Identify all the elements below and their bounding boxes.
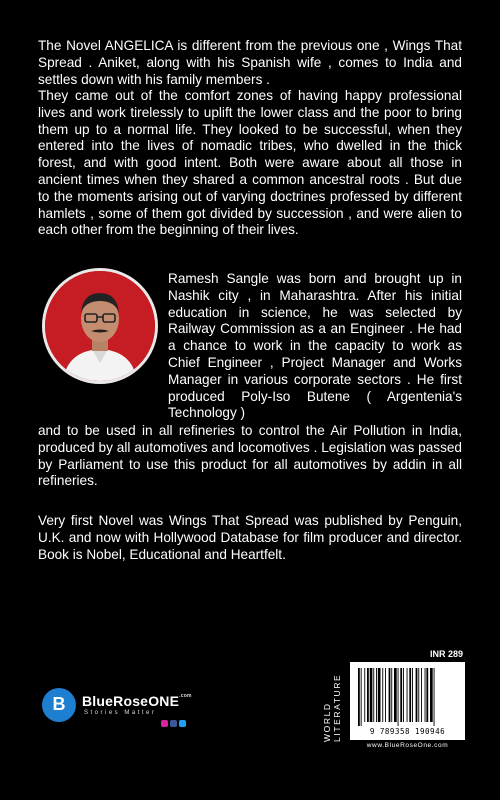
barcode-bar <box>394 668 397 722</box>
barcode-bar <box>425 668 426 722</box>
category-label: WORLD LITERATURE <box>322 673 342 742</box>
barcode-bar <box>373 668 374 722</box>
publisher-logo-icon <box>42 688 76 722</box>
description-paragraph-2: They came out of the comfort zones of having happy professional lives and work tirelessly to uplift the lower class and the poor to bring them up to a normal life. They looked to be successful, when they entered into the lives of nomadic tribes, who dwelled in the thick forest, and with good intent. Both were aware about all those in ancient times when they shared a common ancestral roots . But due to the moments arising out of varying doctrines professed by different hamlets , some of them got divided by succession , and were alien to each other from the beginning of their lives. <box>38 88 462 238</box>
barcode-bar <box>367 668 369 722</box>
barcode-bar <box>434 668 435 726</box>
barcode-bar <box>416 668 418 722</box>
publisher-name <box>82 693 192 709</box>
barcode-bar <box>407 668 408 722</box>
publisher-name-suffix: ONE <box>148 693 180 709</box>
isbn-digits: 9 789358 190946 <box>369 727 446 736</box>
barcode-bar <box>370 668 373 722</box>
price-label: INR 289 <box>430 649 464 659</box>
closing-paragraph: Very first Novel was Wings That Spread was published by Penguin, U.K. and now with Hollywood Database for film producer and director. Book is Nobel, Educational and Heartfelt. <box>38 513 462 562</box>
author-photo <box>42 268 158 384</box>
publisher-website: www.BlueRoseOne.com <box>366 742 449 749</box>
barcode-bar <box>389 668 391 722</box>
barcode-bar <box>378 668 381 722</box>
barcode-bar <box>385 668 386 722</box>
barcode-bar <box>426 668 428 722</box>
instagram-icon <box>161 720 168 727</box>
barcode-bar <box>398 668 399 726</box>
barcode-bar <box>358 668 360 726</box>
barcode-bar <box>418 668 419 722</box>
publisher-name-dotcom: .com <box>179 693 192 699</box>
author-bio-part-1: Ramesh Sangle was born and brought up in Nashik city , in Maharashtra. After his initial education in science, he was selected by Railway Commission as a an Engineer . He had a chance to work in the capacity to work as Chief Engineer , Project Manager and Works Manager in various corporate sectors . He first produced Poly-Iso Butene ( Argentenia's Technology ) <box>168 271 462 421</box>
author-bio-part-2: and to be used in all refineries to control the Air Pollution in India, produced by all automotives and locomotives . Legislation was passed by Parliament to use this product for all automotives by addin in all refineries. <box>38 423 462 489</box>
barcode-bar <box>382 668 383 722</box>
description-paragraph-1: The Novel ANGELICA is different from the previous one , Wings That Spread . Aniket, along with his Spanish wife , comes to India and settles down with his family members . <box>38 38 462 87</box>
barcode-bar <box>430 668 433 722</box>
barcode-bar <box>412 668 413 722</box>
barcode-bar <box>421 668 422 722</box>
publisher-name-main: BlueRose <box>82 693 149 709</box>
barcode-bar <box>364 668 365 722</box>
barcode-bar <box>409 668 411 722</box>
social-icons <box>161 720 186 727</box>
barcode-bar <box>391 668 392 722</box>
twitter-icon <box>179 720 186 727</box>
barcode-bar <box>403 668 404 722</box>
barcode-bar <box>376 668 377 722</box>
publisher-tagline: Stories Matter <box>84 710 157 716</box>
facebook-icon <box>170 720 177 727</box>
barcode-bar <box>400 668 402 722</box>
publisher-logo-letter: B <box>52 694 66 714</box>
barcode-bar <box>361 668 362 726</box>
